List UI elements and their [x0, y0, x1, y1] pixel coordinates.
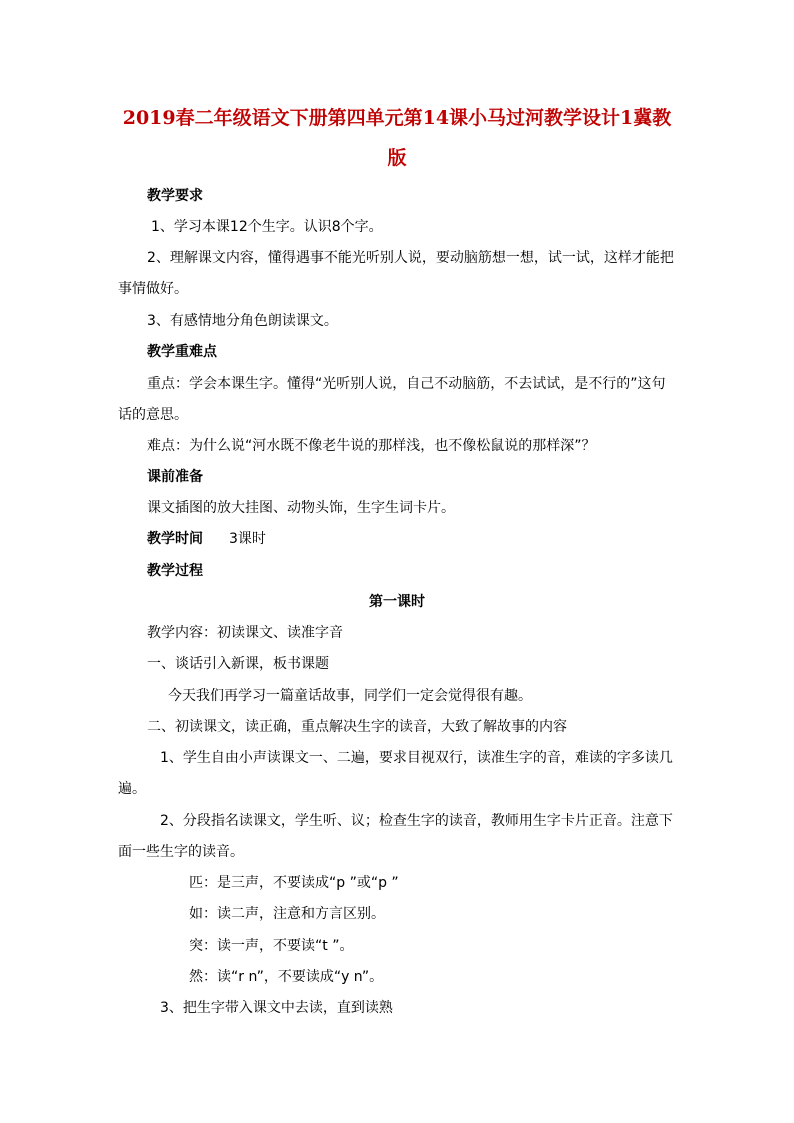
pronunciation-note: 突：读一声，不要读“t ”。: [189, 938, 354, 954]
teaching-time-value: 3课时: [229, 531, 266, 547]
requirements-heading: 教学要求: [147, 188, 203, 204]
process-line: 一、谈话引入新课，板书课题: [147, 656, 329, 672]
pronunciation-note: 然：读“r n”，不要读成“y n”。: [189, 969, 384, 985]
teaching-time-heading: 教学时间: [147, 531, 203, 547]
requirement-item: 3、有感情地分角色朗读课文。: [147, 313, 338, 329]
process-line: 教学内容：初读课文、读准字音: [147, 625, 343, 641]
preparation-heading: 课前准备: [147, 469, 203, 485]
pronunciation-note: 匹：是三声，不要读成“p ”或“p ”: [189, 875, 399, 891]
process-line: 面一些生字的读音。: [118, 844, 244, 860]
key-point-item: 重点：学会本课生字。懂得“光听别人说，自己不动脑筋，不去试试，是不行的”这句: [147, 376, 666, 392]
process-line: 1、学生自由小声读课文一、二遍，要求目视双行，读准生字的音，难读的字多读几: [160, 750, 673, 766]
key-point-item: 话的意思。: [118, 407, 188, 423]
process-line: 2、分段指名读课文，学生听、议；检查生字的读音，教师用生字卡片正音。注意下: [160, 813, 673, 829]
process-line: 今天我们再学习一篇童话故事，同学们一定会觉得很有趣。: [168, 688, 532, 704]
process-line: 遍。: [118, 781, 146, 797]
pronunciation-note: 如：读二声，注意和方言区别。: [189, 906, 385, 922]
document-title-line2: 版: [387, 147, 407, 169]
process-line: 3、把生字带入课文中去读，直到读熟: [160, 1000, 393, 1016]
requirement-item: 2、理解课文内容，懂得遇事不能光听别人说，要动脑筋想一想，试一试，这样才能把: [147, 250, 674, 266]
document-title-line1: 2019春二年级语文下册第四单元第14课小马过河教学设计1冀教: [122, 107, 672, 129]
requirement-item: 1、学习本课12个生字。认识8个字。: [151, 219, 383, 235]
requirement-item: 事情做好。: [118, 281, 188, 297]
process-heading: 教学过程: [147, 563, 203, 579]
preparation-text: 课文插图的放大挂图、动物头饰，生字生词卡片。: [147, 500, 455, 516]
process-line: 二、初读课文，读正确，重点解决生字的读音，大致了解故事的内容: [147, 719, 567, 735]
first-lesson-heading: 第一课时: [369, 594, 425, 610]
teaching-time-row: [147, 530, 266, 548]
key-points-heading: 教学重难点: [147, 344, 217, 360]
key-point-item: 难点：为什么说“河水既不像老牛说的那样浅，也不像松鼠说的那样深”？: [147, 438, 596, 454]
